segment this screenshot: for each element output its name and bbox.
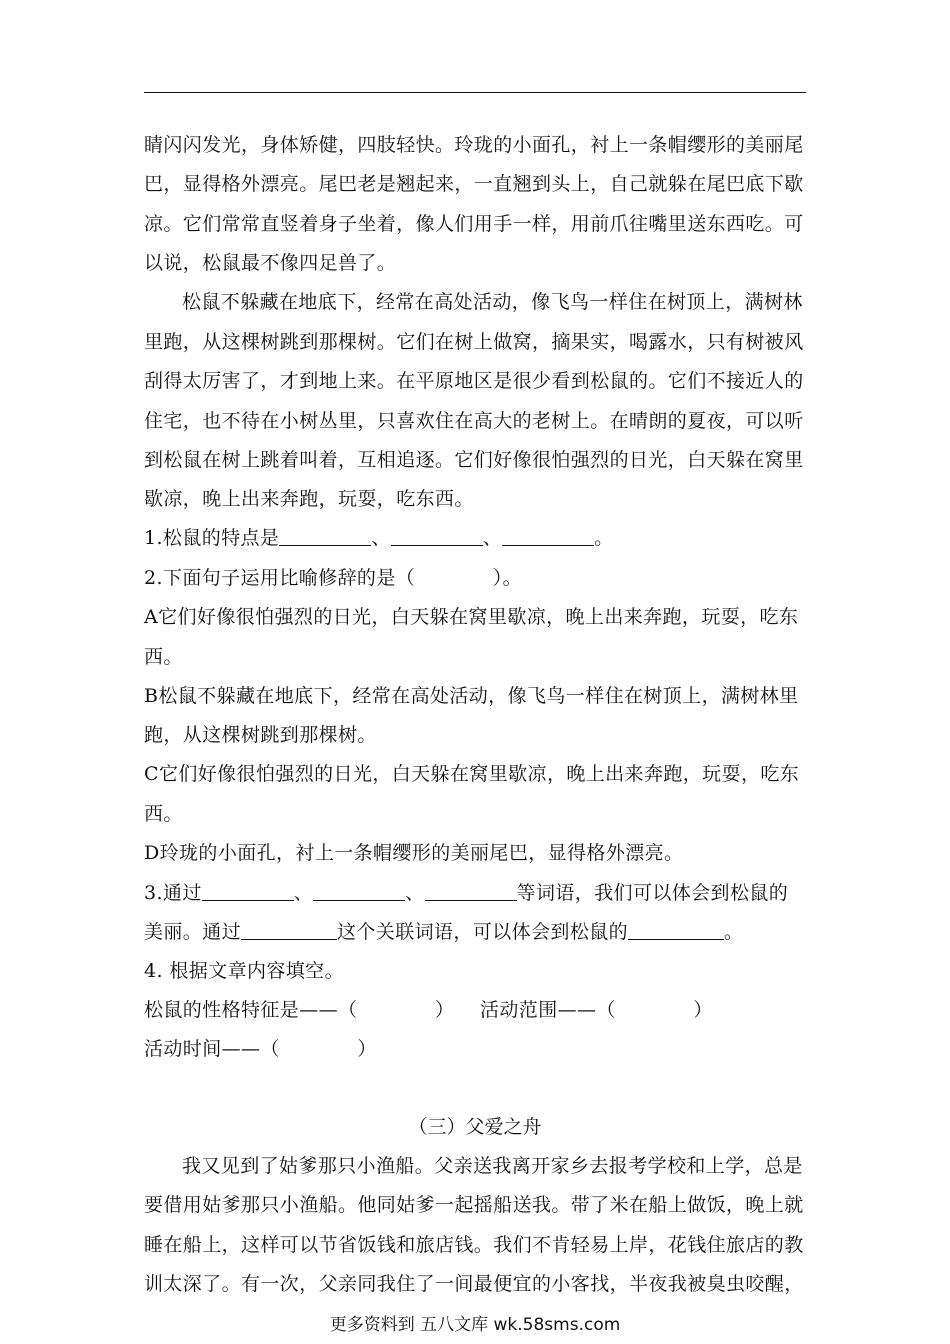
option-a-cont: 西。 [144, 646, 183, 668]
text-line: 歇凉，晚上出来奔跑，玩耍，吃东西。 [144, 488, 474, 510]
text-line: 睛闪闪发光，身体矫健，四肢轻快。玲珑的小面孔，衬上一条帽缨形的美丽尾 [144, 134, 804, 156]
question-3-cont [144, 920, 743, 944]
text-line: 训太深了。有一次，父亲同我住了一间最便宜的小客找，半夜我被臭虫咬醒， [144, 1273, 804, 1295]
option-b: B松鼠不躲藏在地底下，经常在高处活动，像飞鸟一样住在树顶上，满树林里 [144, 685, 799, 707]
text-line: 到松鼠在树上跳着叫着，互相追逐。它们好像很怕强烈的日光，白天躲在窝里 [144, 449, 804, 471]
answer-blank[interactable] [425, 882, 517, 901]
text-line: 我又见到了姑爹那只小渔船。父亲送我离开家乡去报考学校和上学，总是 [182, 1155, 803, 1177]
question-text: 美丽。通过 [144, 921, 242, 943]
option-c-cont: 西。 [144, 803, 183, 825]
question-text: 这个关联词语，可以体会到松鼠的 [337, 921, 629, 943]
question-2: 2.下面句子运用比喻修辞的是（ ）。 [144, 567, 523, 589]
text-line: 里跑，从这棵树跳到那棵树。它们在树上做窝，摘果实，喝露水，只有树被风 [144, 331, 804, 353]
answer-blank[interactable] [628, 921, 724, 940]
question-4-c: 活动时间——（ ） [144, 1038, 377, 1060]
question-text: 等词语，我们可以体会到松鼠的 [516, 882, 789, 904]
question-text: 1.松鼠的特点是 [144, 527, 280, 549]
separator: 、 [293, 882, 314, 904]
answer-blank[interactable] [202, 882, 294, 901]
footer-source: 更多资料到 五八文库 wk.58sms.com [329, 1315, 621, 1335]
text-line: 刮得太厉害了，才到地上来。在平原地区是很少看到松鼠的。它们不接近人的 [144, 370, 804, 392]
answer-blank[interactable] [279, 527, 371, 546]
option-c: C它们好像很怕强烈的日光，白天躲在窝里歇凉，晚上出来奔跑，玩耍，吃东 [144, 763, 800, 785]
text-line: 松鼠不躲藏在地底下，经常在高处活动，像飞鸟一样住在树顶上，满树林 [182, 291, 803, 313]
question-4: 4. 根据文章内容填空。 [144, 960, 344, 982]
answer-blank[interactable] [391, 527, 483, 546]
answer-blank[interactable] [313, 882, 405, 901]
text-line: 巴，显得格外漂亮。尾巴老是翘起来，一直翘到头上，自己就躲在尾巴底下歇 [144, 173, 804, 195]
text-line: 凉。它们常常直竖着身子坐着，像人们用手一样，用前爪往嘴里送东西吃。可 [144, 213, 804, 235]
question-text: 3.通过 [144, 882, 202, 904]
period: 。 [594, 527, 614, 549]
question-4-a: 松鼠的性格特征是——（ ） [144, 999, 455, 1021]
header-rule [144, 92, 806, 93]
option-d: D玲珑的小面孔，衬上一条帽缨形的美丽尾巴，显得格外漂亮。 [144, 842, 684, 864]
text-line: 以说，松鼠最不像四足兽了。 [144, 252, 397, 274]
section-title: （三）父爱之舟 [408, 1116, 542, 1138]
option-a: A它们好像很怕强烈的日光，白天躲在窝里歇凉，晚上出来奔跑，玩耍，吃东 [144, 606, 799, 628]
question-1 [144, 526, 614, 550]
text-line: 住宅，也不待在小树丛里，只喜欢住在高大的老树上。在晴朗的夏夜，可以听 [144, 410, 804, 432]
text-line: 要借用姑爹那只小渔船。他同姑爹一起摇船送我。带了米在船上做饭，晚上就 [144, 1194, 804, 1216]
separator: 、 [482, 527, 503, 549]
separator: 、 [371, 527, 391, 549]
answer-blank[interactable] [241, 921, 337, 940]
answer-blank[interactable] [502, 527, 594, 546]
question-3 [144, 881, 788, 905]
question-4-b: 活动范围——（ ） [480, 999, 713, 1021]
option-b-cont: 跑，从这棵树跳到那棵树。 [144, 724, 377, 746]
period: 。 [724, 921, 744, 943]
separator: 、 [405, 882, 425, 904]
text-line: 睡在船上，这样可以节省饭钱和旅店钱。我们不肯轻易上岸，花钱住旅店的教 [144, 1234, 804, 1256]
